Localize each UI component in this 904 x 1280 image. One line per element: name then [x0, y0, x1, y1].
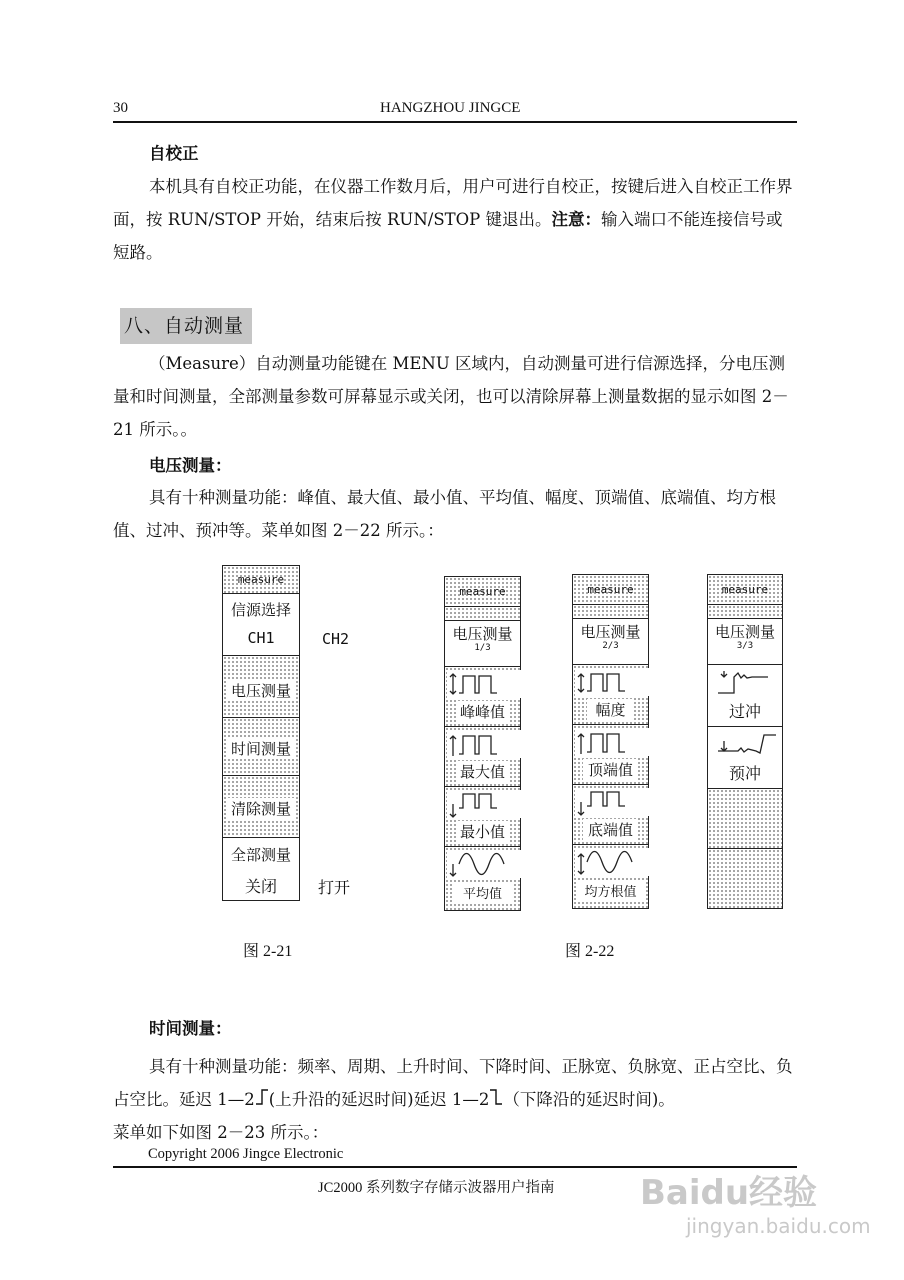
fig22-m1-item-4-label: 平均值 — [453, 883, 512, 902]
average-icon — [447, 850, 521, 878]
overshoot-icon — [710, 669, 782, 697]
time-heading: 时间测量： — [149, 1019, 232, 1038]
calibration-text-2: 输入端口不能连接信号或短路。 — [113, 210, 783, 262]
fig22-menu-2 — [572, 574, 649, 909]
fig22-m1-item-4[interactable] — [445, 847, 520, 910]
fig22-m2-item-3-label: 底端值 — [583, 819, 638, 840]
fig22-m1-page: 1/3 — [474, 643, 491, 653]
fig22-m2-item-4[interactable] — [573, 845, 648, 908]
fig22-m2-title: measure — [587, 583, 634, 596]
fig21-all-alt: 打开 — [318, 878, 351, 897]
rms-icon — [575, 848, 649, 876]
footer-copyright: Copyright 2006 Jingce Electronic — [148, 1146, 344, 1162]
fig22-m2-item-1[interactable] — [573, 665, 648, 725]
fig22-m2-item-2[interactable] — [573, 725, 648, 785]
fig21-caption: 图 2-21 — [243, 943, 293, 960]
calibration-paragraph — [113, 170, 798, 269]
header-rule — [113, 121, 797, 123]
fig22-m3-gap — [708, 605, 782, 619]
fig22-m3-label-cell[interactable] — [708, 619, 782, 665]
preshoot-icon — [710, 731, 782, 759]
fig22-m2-item-3[interactable] — [573, 785, 648, 845]
fig22-m1-title: measure — [459, 585, 506, 598]
calibration-text-1: 本机具有自校正功能，在仪器工作数月后，用户可进行自校正，按键后进入自校正工作界面，按 RUN/STOP 开始，结束后按 RUN/STOP 键退出。 — [113, 177, 793, 229]
voltage-heading: 电压测量： — [149, 456, 232, 475]
fig22-m1-title-cell — [445, 577, 520, 607]
fig22-m2-item-4-label: 均方根值 — [577, 881, 644, 900]
footer-guide-title: JC2000 系列数字存储示波器用户指南 — [318, 1180, 555, 1196]
fig22-m1-gap — [445, 607, 520, 621]
fig21-clear-cell[interactable] — [223, 776, 299, 838]
rising-edge-icon — [255, 1087, 269, 1107]
fig22-m3-page: 3/3 — [736, 641, 754, 651]
falling-edge-icon — [489, 1087, 503, 1107]
fig21-menu — [222, 565, 300, 901]
fig22-caption: 图 2-22 — [565, 943, 615, 960]
fig21-voltage-item: 电压测量 — [227, 680, 295, 701]
fig21-source-cell[interactable] — [223, 594, 299, 656]
fig22-m2-label-cell[interactable] — [573, 619, 648, 665]
page-number: 30 — [113, 100, 128, 116]
fig22-m2-title-cell — [573, 575, 648, 605]
fig22-m1-item-2[interactable] — [445, 727, 520, 787]
fig22-m2-label: 电压测量 — [580, 623, 641, 641]
fig22-m2-gap — [573, 605, 648, 619]
fig22-m1-item-3-label: 最小值 — [457, 821, 508, 842]
fig21-all-cell[interactable] — [223, 838, 299, 900]
voltage-text: 具有十种测量功能：峰值、最大值、最小值、平均值、幅度、顶端值、底端值、均方根值、过冲、预冲等。菜单如图 2－22 所示。： — [113, 488, 776, 540]
peak-peak-icon — [447, 670, 521, 698]
watermark-brand: Baidu经验 — [640, 1173, 818, 1213]
fig21-time-cell[interactable] — [223, 718, 299, 776]
watermark-url: jingyan.baidu.com — [686, 1214, 871, 1238]
fig22-m2-item-2-label: 顶端值 — [583, 759, 638, 780]
base-icon — [575, 788, 649, 816]
measure-intro: （Measure）自动测量功能键在 MENU 区域内，自动测量可进行信源选择，分电压测量和时间测量，全部测量参数可屏幕显示或关闭，也可以清除屏幕上测量数据的显示如图 2－21 所示。。 — [113, 354, 789, 439]
calibration-heading: 自校正 — [149, 144, 199, 163]
min-icon — [447, 790, 521, 818]
time-text-d: 菜单如下如图 2－23 所示。： — [113, 1123, 329, 1142]
fig21-source-alt: CH2 — [322, 630, 350, 648]
fig22-m3-empty-2 — [708, 849, 782, 908]
time-text-a: 具有十种测量功能：频率、周期、上升时间、下降时间、正脉宽、负脉宽、正占空比、负占空比。延迟 1—2 — [113, 1057, 793, 1109]
fig22-m1-item-3[interactable] — [445, 787, 520, 847]
max-icon — [447, 730, 521, 758]
fig21-title-cell — [223, 566, 299, 594]
header-title: HANGZHOU JINGCE — [380, 100, 521, 116]
fig21-title: measure — [237, 573, 285, 586]
fig22-m3-item-2[interactable] — [708, 727, 782, 789]
amplitude-icon — [575, 668, 649, 696]
fig22-m1-item-1-label: 峰峰值 — [457, 701, 508, 722]
fig22-m1-item-1[interactable] — [445, 667, 520, 727]
calibration-note-label: 注意： — [551, 210, 602, 229]
time-paragraph — [113, 1050, 798, 1149]
fig22-m3-title: measure — [721, 583, 769, 596]
fig21-source-label: 信源选择 — [230, 601, 291, 619]
top-icon — [575, 728, 649, 756]
fig22-m1-item-2-label: 最大值 — [457, 761, 508, 782]
time-text-b: (上升沿的延迟时间)延迟 1—2 — [268, 1090, 490, 1109]
fig22-m2-page: 2/3 — [602, 641, 619, 651]
fig22-m3-label: 电压测量 — [714, 623, 775, 641]
fig22-m3-item-1-label: 过冲 — [728, 702, 761, 721]
section-title: 八、自动测量 — [120, 308, 252, 344]
fig22-m3-empty-1 — [708, 789, 782, 849]
fig22-m1-label: 电压测量 — [452, 625, 513, 643]
fig21-clear-item: 清除测量 — [227, 798, 295, 819]
fig22-m3-title-cell — [708, 575, 782, 605]
fig21-all-value: 关闭 — [244, 877, 277, 896]
fig22-m3-item-2-label: 预冲 — [728, 764, 761, 783]
fig21-all-label: 全部测量 — [230, 846, 291, 864]
fig22-menu-3 — [707, 574, 783, 909]
time-text-c: （下降沿的延迟时间)。 — [503, 1090, 675, 1109]
fig21-source-value: CH1 — [247, 629, 275, 647]
fig22-m2-item-1-label: 幅度 — [587, 699, 634, 720]
fig22-menu-1 — [444, 576, 521, 911]
fig22-m3-item-1[interactable] — [708, 665, 782, 727]
fig21-time-item: 时间测量 — [227, 738, 295, 759]
fig22-m1-label-cell[interactable] — [445, 621, 520, 667]
fig21-voltage-cell[interactable] — [223, 656, 299, 718]
